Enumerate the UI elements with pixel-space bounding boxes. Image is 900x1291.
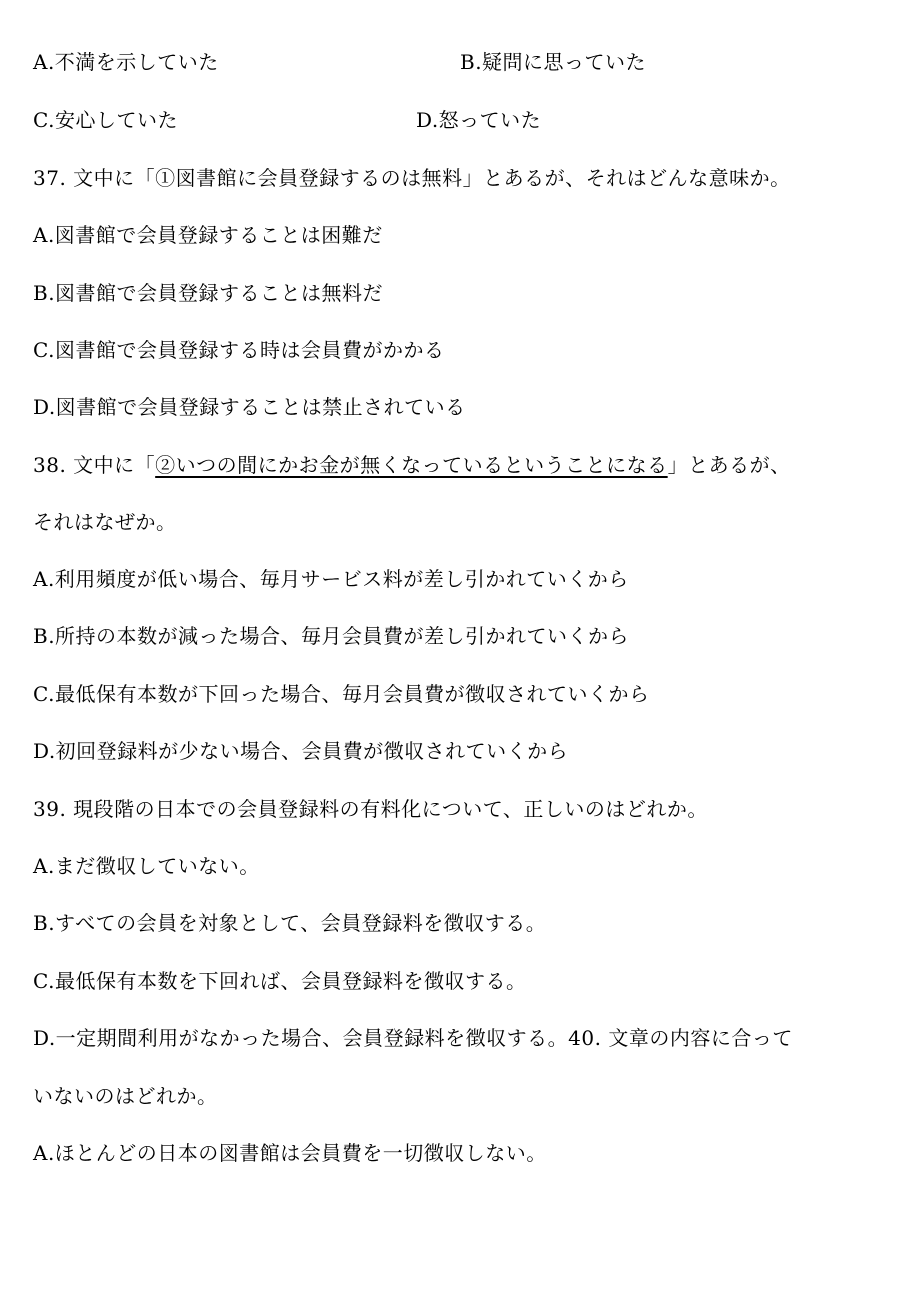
q38-quoted-phrase: ②いつの間にかお金が無くなっているということになる: [155, 453, 668, 477]
q40-option-a: A.ほとんどの日本の図書館は会員費を一切徴収しない。: [33, 1141, 547, 1165]
q39-option-c: C.最低保有本数を下回れば、会員登録料を徴収する。: [33, 969, 527, 993]
q37-option-b: B.図書館で会員登録することは無料だ: [33, 281, 384, 305]
q36-option-a: A.不満を示していた: [33, 50, 219, 74]
q39-stem: 39. 現段階の日本での会員登録料の有料化について、正しいのはどれか。: [33, 797, 708, 821]
q37-option-c: C.図書館で会員登録する時は会員費がかかる: [33, 338, 445, 362]
q38-option-d: D.初回登録料が少ない場合、会員費が徴収されていくから: [33, 739, 569, 763]
q38-option-c: C.最低保有本数が下回った場合、毎月会員費が徴収されていくから: [33, 682, 650, 706]
q38-option-a: A.利用頻度が低い場合、毎月サービス料が差し引かれていくから: [33, 567, 629, 591]
q37-option-a: A.図書館で会員登録することは困難だ: [33, 223, 383, 247]
q38-stem-prefix: 38. 文中に「: [33, 453, 156, 477]
q36-option-b: B.疑問に思っていた: [460, 50, 647, 74]
q38-stem-suffix: 」とあるが、: [667, 453, 791, 477]
q36-option-d: D.怒っていた: [416, 108, 542, 132]
q39-option-b: B.すべての会員を対象として、会員登録料を徴収する。: [33, 911, 547, 935]
q38-stem: [33, 451, 791, 479]
q39-option-a: A.まだ徴収していない。: [33, 854, 260, 878]
q37-option-d: D.図書館で会員登録することは禁止されている: [33, 395, 466, 419]
q38-stem-line2: それはなぜか。: [33, 510, 177, 534]
q36-option-c: C.安心していた: [33, 108, 178, 132]
q37-stem: 37. 文中に「①図書館に会員登録するのは無料」とあるが、それはどんな意味か。: [33, 166, 791, 190]
q40-stem-line2: いないのはどれか。: [33, 1084, 218, 1108]
q39-option-d: D.一定期間利用がなかった場合、会員登録料を徴収する。40. 文章の内容に合って: [33, 1026, 793, 1050]
q38-option-b: B.所持の本数が減った場合、毎月会員費が差し引かれていくから: [33, 624, 630, 648]
